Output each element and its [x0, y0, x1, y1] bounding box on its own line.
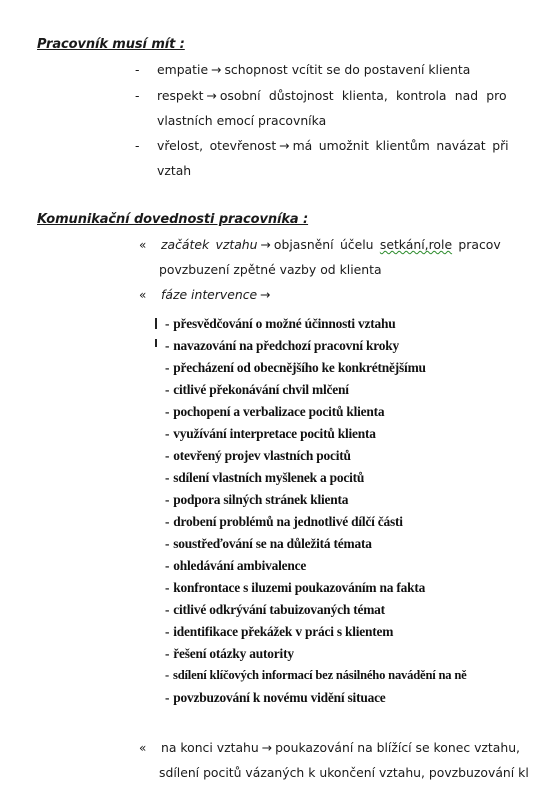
dash-marker: - [135, 88, 140, 103]
arrow-icon: → [211, 62, 222, 77]
scan-mark [155, 318, 157, 329]
list-item [157, 138, 509, 153]
section-heading-worker-must-have: Pracovník musí mít : [37, 37, 185, 52]
scanned-list-item: - sdílení vlastních myšlenek a pocitů [165, 470, 365, 485]
arrow-icon: → [261, 740, 273, 755]
item-continuation: vztah [157, 163, 192, 178]
bullet-marker: « [139, 288, 147, 302]
scanned-list-item: - pochopení a verbalizace pocitů klienta [165, 404, 385, 419]
item-term: respekt [157, 88, 204, 103]
scanned-list-item: - řešení otázky autority [165, 646, 294, 661]
scanned-list-item: - ohledávání ambivalence [165, 558, 307, 573]
scanned-list-item: - soustřeďování se na důležitá témata [165, 536, 372, 551]
scanned-list-item: - konfrontace s iluzemi poukazováním na fakta [165, 580, 426, 595]
scanned-list-item: - otevřený projev vlastních pocitů [165, 448, 351, 463]
scanned-list-item: - přecházení od obecnějšího ke konkrétnějšímu [165, 360, 426, 375]
dash-marker: - [135, 138, 140, 153]
scanned-list-item: - povzbuzování k novému vidění situace [165, 690, 386, 705]
scanned-list-item: - drobení problémů na jednotlivé dílčí části [165, 514, 403, 529]
list-item [157, 88, 507, 103]
scanned-list-item: - sdílení klíčových informací bez násilného navádění na ně [165, 668, 467, 682]
phase-description: poukazování na blížící se konec vztahu, [275, 740, 521, 755]
scanned-list-item: - identifikace překážek v práci s klientem [165, 624, 394, 639]
phase-title: začátek vztahu [161, 237, 258, 252]
list-item-end [161, 740, 520, 755]
list-item [157, 62, 470, 77]
scan-mark [155, 339, 157, 347]
item-continuation: povzbuzení zpětné vazby od klienta [159, 262, 382, 277]
section-heading-communication-skills: Komunikační dovednosti pracovníka : [37, 212, 309, 227]
phase-title: fáze intervence [161, 287, 258, 302]
list-item-intervention [161, 287, 274, 302]
item-term: vřelost, otevřenost [157, 138, 277, 153]
scanned-list-item: - citlivé překonávání chvil mlčení [165, 382, 349, 397]
list-item-start [161, 237, 501, 252]
arrow-icon: → [279, 138, 290, 153]
bullet-marker: « [139, 741, 147, 755]
item-continuation: sdílení pocitů vázaných k ukončení vztahu, povzbuzování kl [159, 765, 529, 780]
item-continuation: vlastních emocí pracovníka [157, 113, 327, 128]
item-term: empatie [157, 62, 209, 77]
bullet-marker: « [139, 238, 147, 252]
scanned-list-item: - navazování na předchozí pracovní kroky [165, 338, 400, 353]
scanned-list-item: - podpora silných stránek klienta [165, 492, 349, 507]
arrow-icon: → [206, 88, 217, 103]
arrow-icon: → [260, 287, 271, 302]
item-description: má umožnit klientům navázat při [292, 138, 509, 153]
phase-title: na konci vztahu [161, 740, 259, 755]
arrow-icon: → [260, 237, 271, 252]
item-description: osobní důstojnost klienta, kontrola nad pro [219, 88, 507, 103]
phase-description-tail: pracov [452, 237, 501, 252]
scanned-list-item: - využívání interpretace pocitů klienta [165, 426, 376, 441]
spellcheck-marked-text: setkání,role [379, 237, 453, 252]
item-description: schopnost vcítit se do postavení klienta [224, 62, 471, 77]
dash-marker: - [135, 62, 140, 77]
scanned-list-item: - přesvědčování o možné účinnosti vztahu [165, 316, 396, 331]
phase-description: objasnění účelu [273, 237, 380, 252]
scanned-list-item: - citlivé odkrývání tabuizovaných témat [165, 602, 385, 617]
